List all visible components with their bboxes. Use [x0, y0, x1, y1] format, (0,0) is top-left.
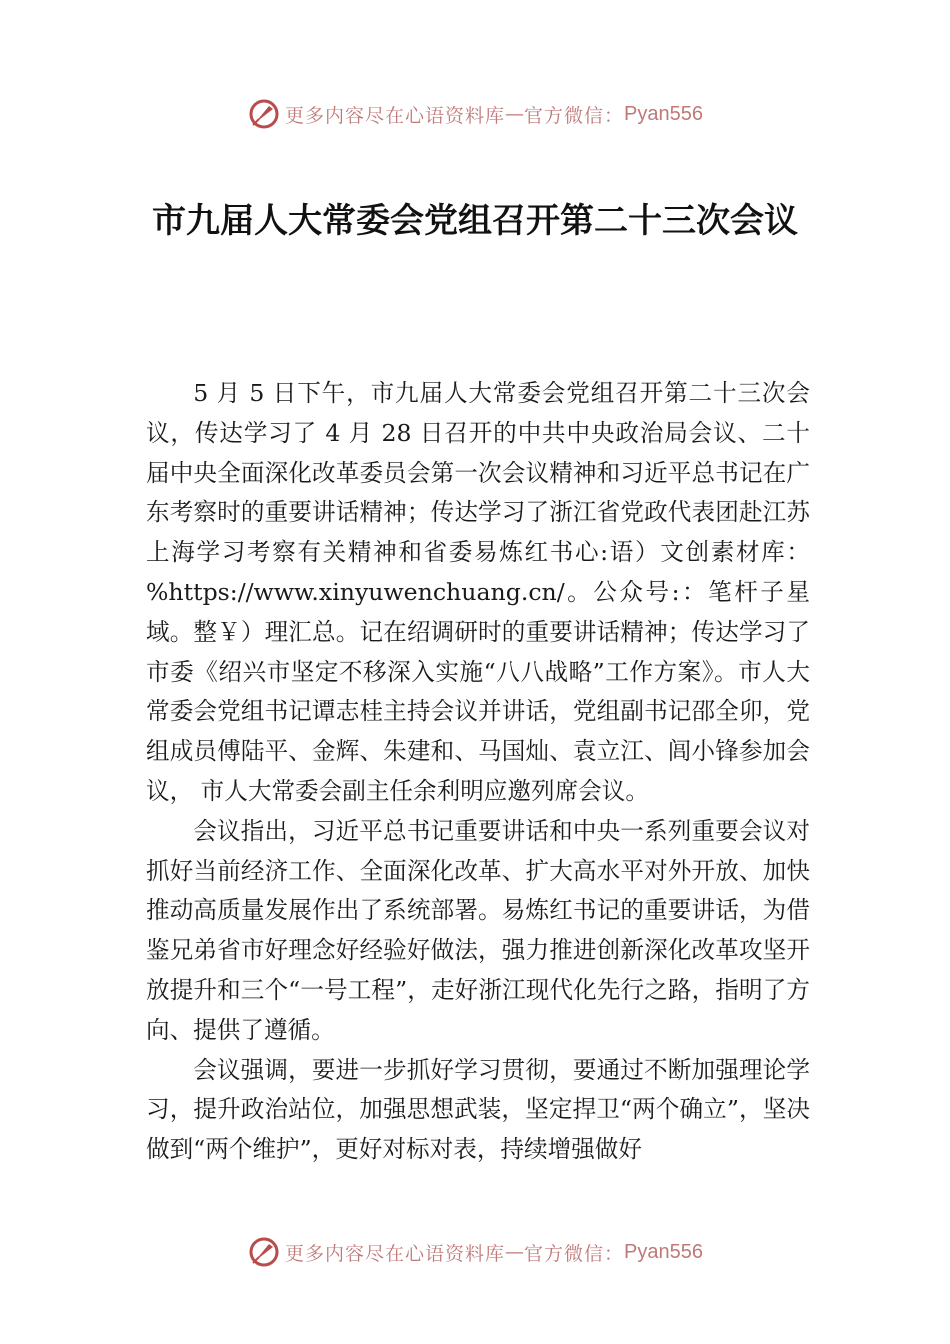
quill-logo-icon: [247, 97, 281, 131]
watermark-separator: —: [505, 103, 525, 125]
watermark-wechat-label: 官方微信：: [524, 104, 625, 127]
header-watermark: [0, 94, 950, 134]
paragraph: 会议强调，要进一步抓好学习贯彻，要通过不断加强理论学习，提升政治站位，加强思想武装，坚定捍卫“两个确立”，坚决做到“两个维护”，更好对标对表，持续增强做好: [146, 1055, 810, 1164]
watermark-brand: 更多内容尽在心语资料库: [285, 104, 506, 127]
watermark-separator: —: [505, 1241, 525, 1263]
watermark-brand: 更多内容尽在心语资料库: [285, 1242, 506, 1265]
watermark-wechat-id: Pyan556: [624, 102, 703, 125]
watermark-wechat-id: Pyan556: [624, 1240, 703, 1263]
quill-logo-icon: [247, 1235, 281, 1269]
document-body: [146, 374, 810, 1170]
document-title: 市九届人大常委会党组召开第二十三次会议: [152, 201, 798, 241]
paragraph: 5 月 5 日下午，市九届人大常委会党组召开第二十三次会议，传达学习了 4 月 28 日召开的中共中央政治局会议、二十届中央全面深化改革委员会第一次会议精神和习近平总书记在广东考察时的重要讲话精神；传达学习了浙江省党政代表团赴江苏上海学习考察有关精神和省委易炼红书心:语）文创素材库：%https://www.xinyuwenchuang.cn/。公众号:：笔杆子星域。整￥）理汇总。记在绍调研时的重要讲话精神；传达学习了市委《绍兴市坚定不移深入实施“八八战略”工作方案》。市人大常委会党组书记谭志桂主持会议并讲话，党组副书记邵全卯，党组成员傅陆平、金辉、朱建和、马国灿、袁立江、闾小锋参加会议， 市人大常委会副主任余利明应邀列席会议。: [146, 379, 810, 805]
paragraph: 会议指出，习近平总书记重要讲话和中央一系列重要会议对抓好当前经济工作、全面深化改革、扩大高水平对外开放、加快推动高质量发展作出了系统部署。易炼红书记的重要讲话，为借鉴兄弟省市好理念好经验好做法，强力推进创新深化改革攻坚开放提升和三个“一号工程”，走好浙江现代化先行之路，指明了方向、提供了遵循。: [146, 816, 810, 1044]
footer-watermark: [0, 1232, 950, 1272]
watermark-wechat-label: 官方微信：: [524, 1242, 625, 1265]
